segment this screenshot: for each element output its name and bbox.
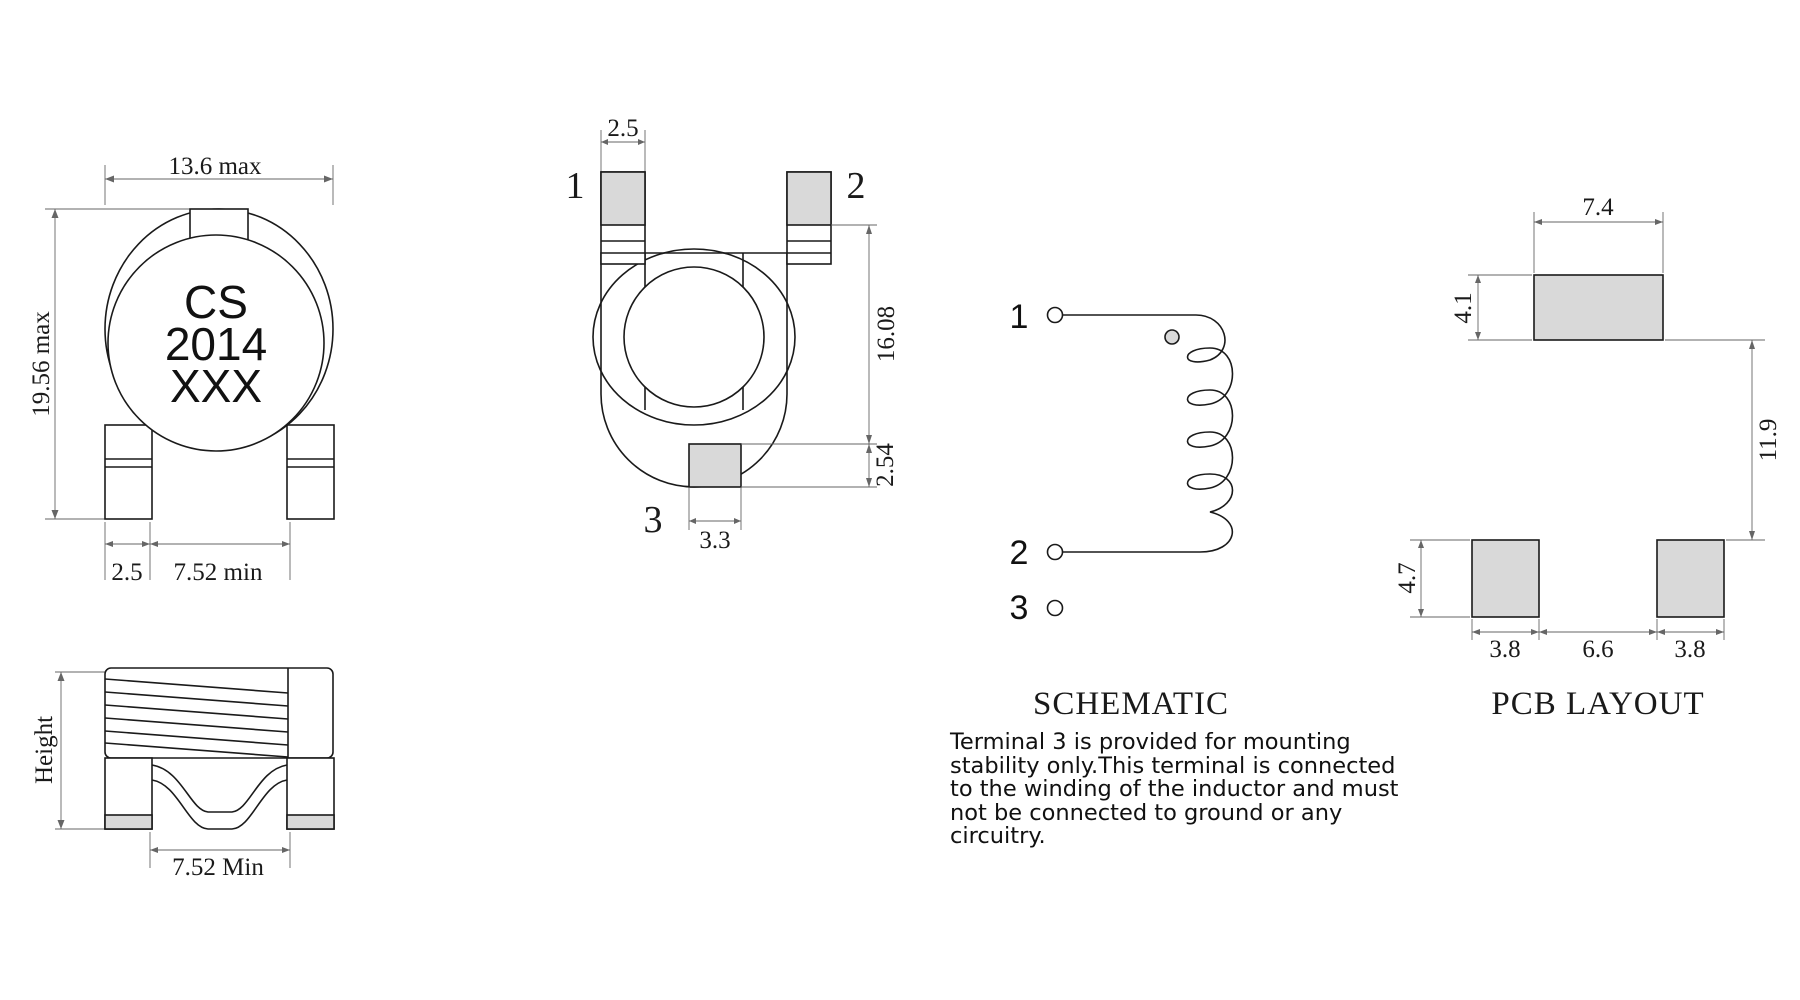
schematic (1010, 298, 1233, 722)
schematic-pin-2-label: 2 (1009, 534, 1029, 572)
front-view-pin-2 (787, 172, 831, 264)
pcb-vertical-gap-dimension (1665, 340, 1782, 540)
top-view (28, 153, 334, 586)
side-view-height-dimension (31, 672, 105, 829)
pcb-vertical-gap-label: 11.9 (1755, 418, 1782, 462)
front-view-center-pad-dimension (689, 487, 741, 554)
schematic-coil (1063, 315, 1233, 552)
schematic-polarity-dot (1165, 330, 1179, 344)
top-view-width-dimension (105, 153, 333, 205)
pcb-top-pad (1534, 275, 1663, 340)
pcb-bottom-pad-width-left-label: 3.8 (1489, 636, 1521, 663)
pcb-top-pad-height-dimension (1450, 275, 1532, 340)
pcb-bottom-right-pad (1657, 540, 1724, 617)
marking-line-1: CS (184, 276, 248, 328)
front-view-pin-2-label: 2 (846, 165, 866, 207)
front-view-center-pad-label: 3.3 (699, 527, 731, 554)
top-view-pin-gap-label: 7.52 min (173, 559, 263, 586)
front-view-pin-width-label: 2.5 (607, 115, 639, 142)
side-view-height-label: Height (31, 715, 58, 785)
schematic-terminal-3 (1048, 601, 1063, 616)
front-view (566, 115, 901, 554)
front-view-pin-3 (689, 444, 741, 487)
pcb-top-pad-width-dimension (1534, 194, 1663, 273)
front-view-span-label: 16.08 (873, 305, 900, 363)
schematic-terminal-2 (1048, 545, 1063, 560)
front-view-pin-3-label: 3 (643, 499, 663, 541)
schematic-pin-3-label: 3 (1009, 589, 1029, 627)
side-view-gap-label: 7.52 Min (172, 854, 264, 881)
pcb-layout-title: PCB LAYOUT (1491, 686, 1705, 722)
pcb-layout (1394, 194, 1782, 722)
pcb-bottom-pad-width-right-label: 3.8 (1674, 636, 1706, 663)
front-view-pin-width-dimension (601, 115, 645, 172)
schematic-title: SCHEMATIC (1032, 686, 1230, 722)
pcb-top-pad-height-label: 4.1 (1450, 292, 1477, 324)
front-view-offset-label: 2.54 (872, 443, 899, 487)
pcb-bottom-left-pad (1472, 540, 1539, 617)
pcb-bottom-gap-label: 6.6 (1582, 636, 1614, 663)
schematic-pin-1-label: 1 (1009, 298, 1029, 336)
pcb-top-pad-width-label: 7.4 (1582, 194, 1614, 221)
top-view-height-label: 19.56 max (28, 311, 55, 417)
top-view-width-label: 13.6 max (168, 153, 262, 180)
pcb-bottom-width-dimensions (1472, 619, 1724, 663)
top-view-pin-width-label: 2.5 (111, 559, 143, 586)
front-view-pin-1 (601, 172, 645, 264)
side-view (31, 668, 334, 881)
side-view-body (105, 668, 334, 829)
side-view-gap-dimension (150, 832, 290, 881)
pcb-bottom-pad-height-label: 4.7 (1394, 562, 1421, 594)
front-view-pin-1-label: 1 (565, 165, 585, 207)
marking-line-2: 2014 (164, 318, 268, 370)
schematic-terminal-1 (1048, 308, 1063, 323)
pcb-bottom-pad-height-dimension (1394, 540, 1470, 617)
marking-line-3: XXX (169, 360, 263, 412)
top-view-pin-dimensions (105, 522, 290, 586)
terminal-3-note: Terminal 3 is provided for mounting stability only.This terminal is connected to the winding of the inductor and must not be connected to ground or any circuitry. (950, 729, 1399, 849)
